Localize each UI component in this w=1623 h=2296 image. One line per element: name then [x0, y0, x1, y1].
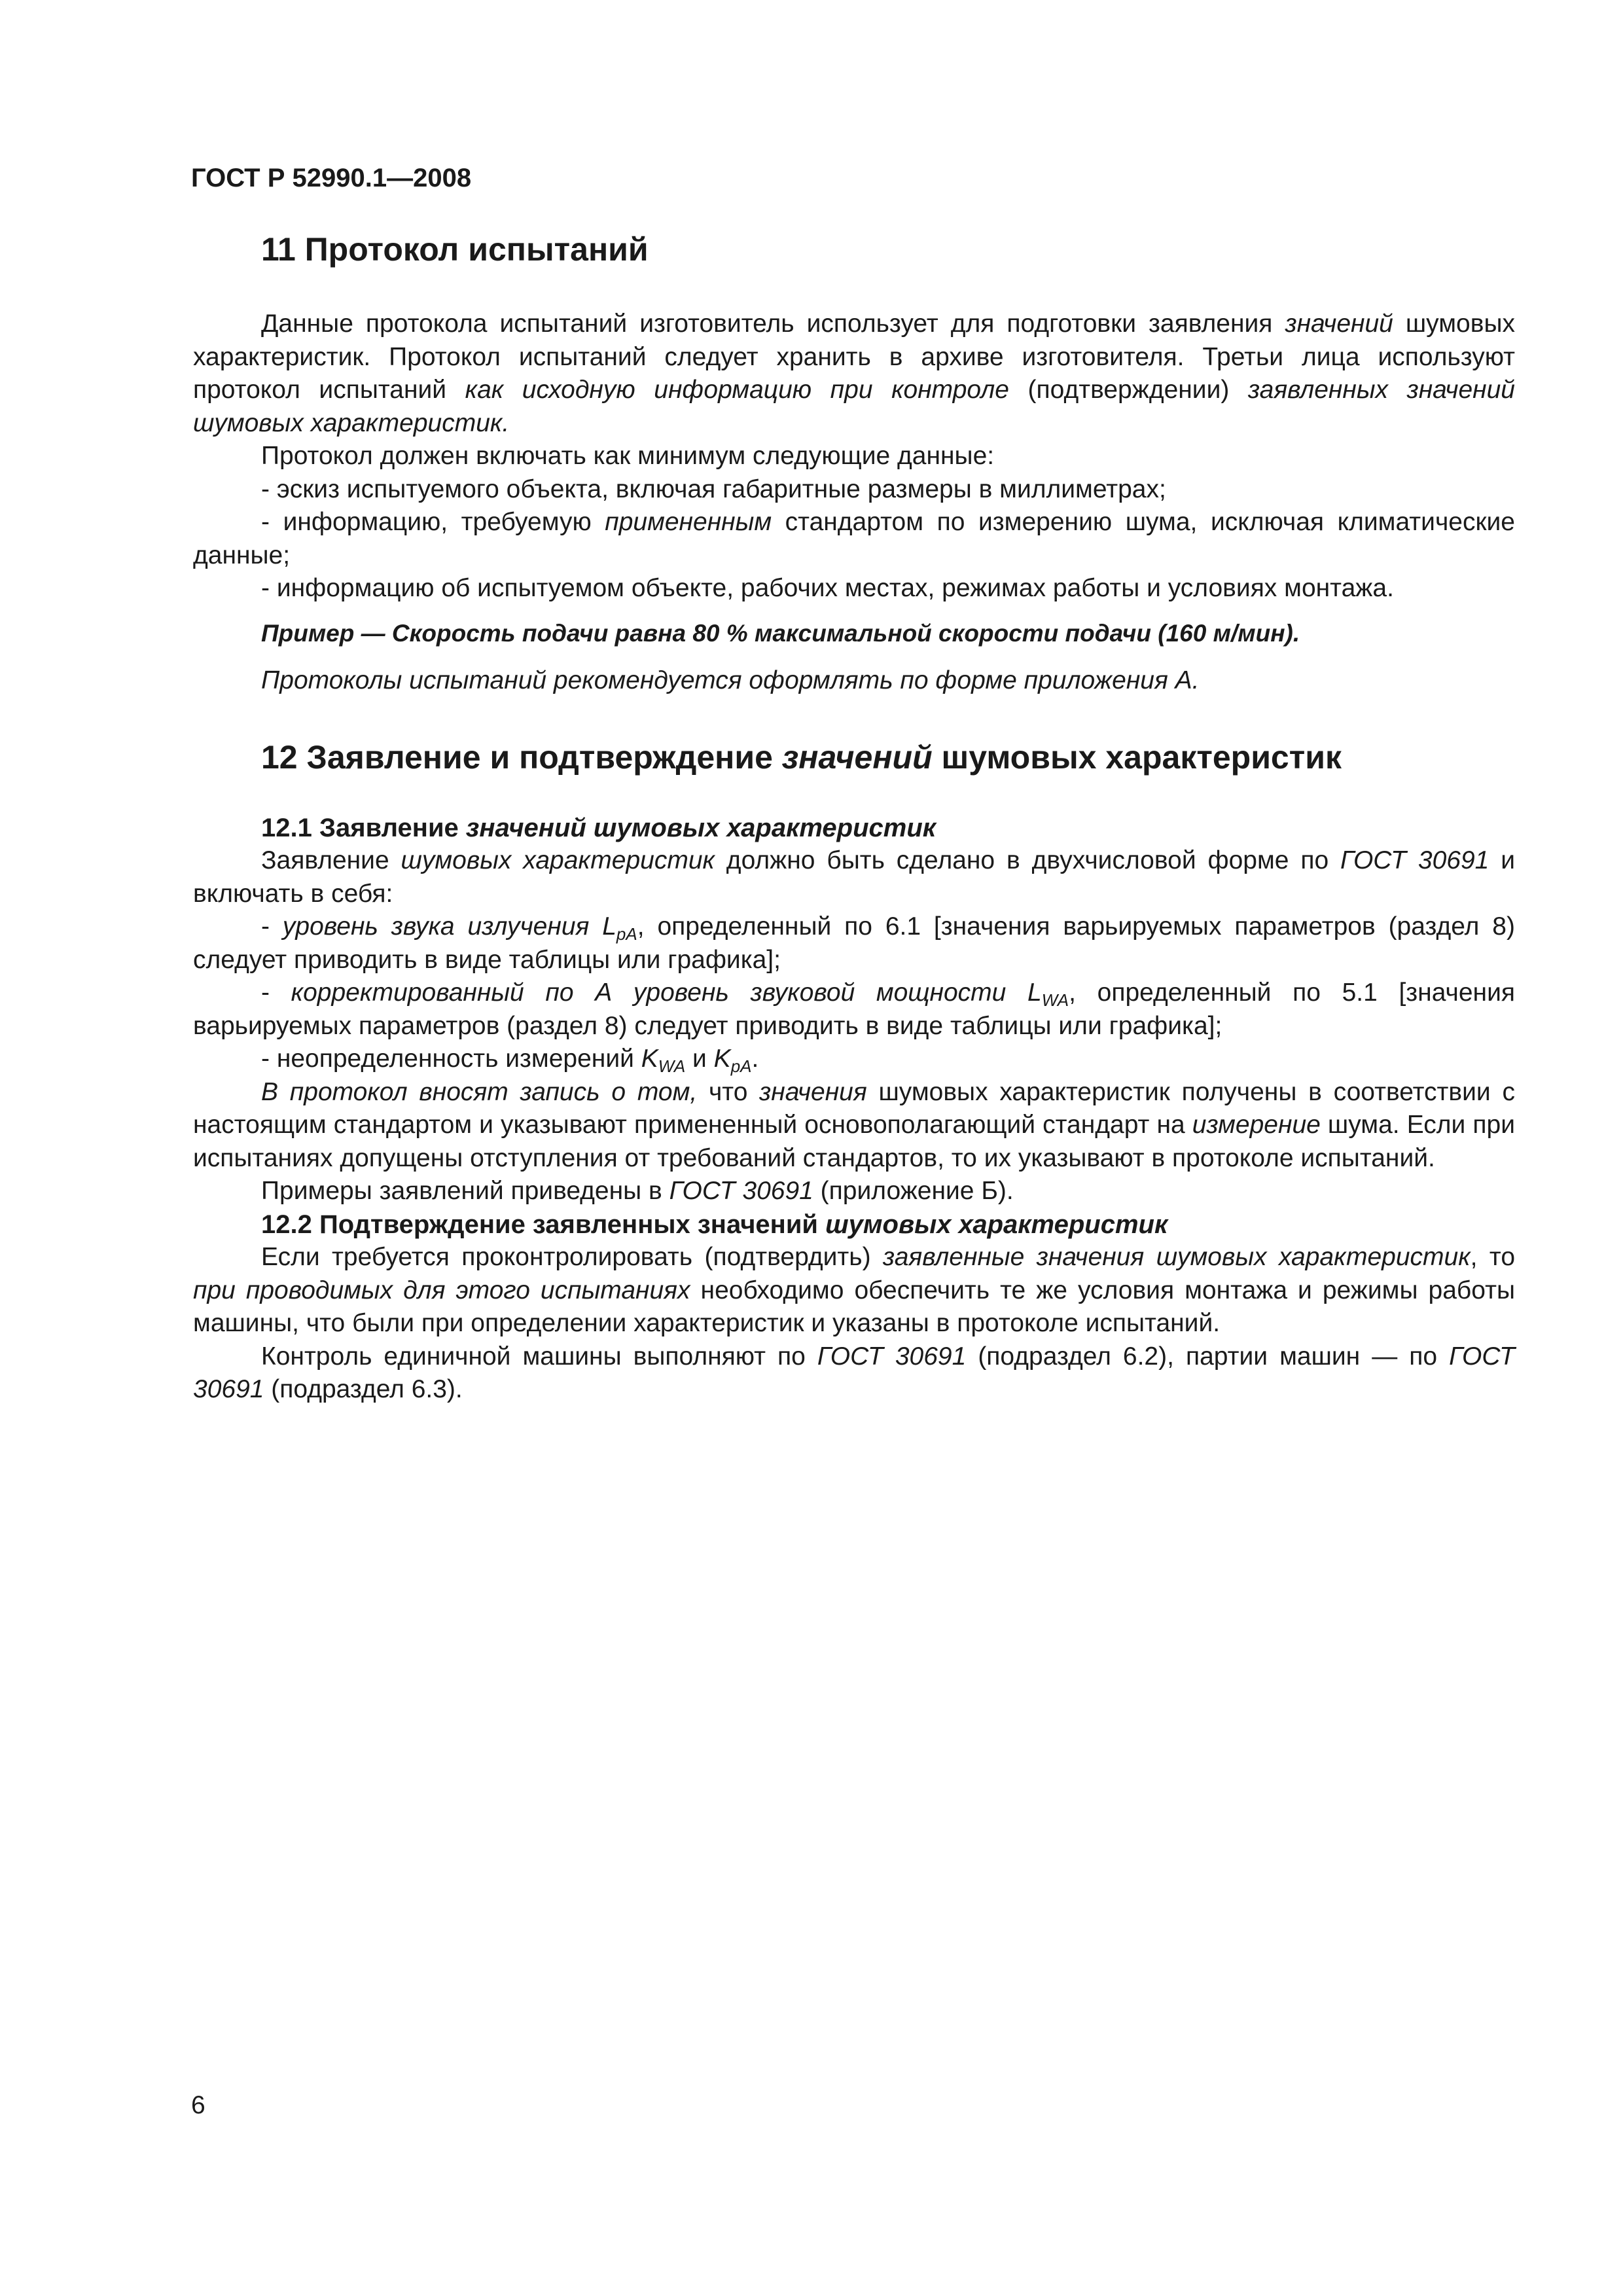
list-item: - информацию об испытуемом объекте, рабочих местах, режимах работы и условиях монтажа. [261, 574, 1394, 602]
subsection-12-2-paragraph-1: Если требуется проконтролировать (подтвердить) заявленные значения шумовых характеристик, то при проводимых для этого испытаниях необходимо обеспечить те же условия монтажа и режимы работы машины, что были при определении характеристик и указаны в протоколе испытаний. [193, 1243, 1516, 1337]
list-item: - эскиз испытуемого объекта, включая габаритные размеры в миллиметрах; [261, 475, 1166, 503]
page-number: 6 [191, 2091, 205, 2119]
subsection-12-1-paragraph-3: Примеры заявлений приведены в ГОСТ 30691 (приложение Б). [261, 1177, 1014, 1205]
recommendation-note: Протоколы испытаний рекомендуется оформлять по форме приложения А. [261, 666, 1200, 694]
document-code: ГОСТ Р 52990.1—2008 [191, 164, 472, 192]
section-11-paragraph-1: Данные протокола испытаний изготовитель использует для подготовки заявления значений шумовых характеристик. Протокол испытаний следует хранить в архиве изготовителя. Третьи лица используют протокол испытаний как исходную информацию при контроле (подтверждении) заявленных значений шумовых характеристик. [193, 310, 1515, 437]
section-12-title: 12 Заявление и подтверждение значений шумовых характеристик [261, 738, 1342, 776]
subsection-12-2-title: 12.2 Подтверждение заявленных значений шумовых характеристик [261, 1210, 1168, 1239]
document-body [193, 229, 1515, 1407]
subsection-12-2-paragraph-2: Контроль единичной машины выполняют по ГОСТ 30691 (подраздел 6.2), партии машин — по ГОСТ 30691 (подраздел 6.3). [193, 1342, 1516, 1403]
section-11-title: 11 Протокол испытаний [261, 231, 649, 268]
subsection-12-1-paragraph-2: В протокол вносят запись о том, что значения шумовых характеристик получены в соответствии с настоящим стандартом и указывают примененный основополагающий стандарт на измерение шума. Если при испытаниях допущены отступления от требований стандартов, то их указывают в протоколе испытаний. [193, 1077, 1515, 1172]
section-11-paragraph-2: Протокол должен включать как минимум следующие данные: [261, 442, 995, 470]
example-note: Пример — Скорость подачи равна 80 % максимальной скорости подачи (160 м/мин). [261, 619, 1300, 647]
list-item: - корректированный по А уровень звуковой мощности $L_{WA}$, определенный по 5.1 [значения варьируемых параметров (раздел 8) следует приводить в виде таблицы или графика]; [193, 978, 1515, 1040]
list-item: - уровень звука излучения $L_{pA}$, определенный по 6.1 [значения варьируемых параметров (раздел 8) следует приводить в виде таблицы или графика]; [193, 912, 1515, 974]
subsection-12-1-paragraph-1: Заявление шумовых характеристик должно быть сделано в двухчисловой форме по ГОСТ 30691 и включать в себя: [193, 846, 1516, 908]
list-item: - информацию, требуемую примененным стандартом по измерению шума, исключая климатические данные; [193, 508, 1515, 569]
list-item: - неопределенность измерений $K_{WA}$ и $K_{pA}$. [261, 1045, 759, 1076]
subsection-12-1-title: 12.1 Заявление значений шумовых характеристик [261, 813, 936, 842]
